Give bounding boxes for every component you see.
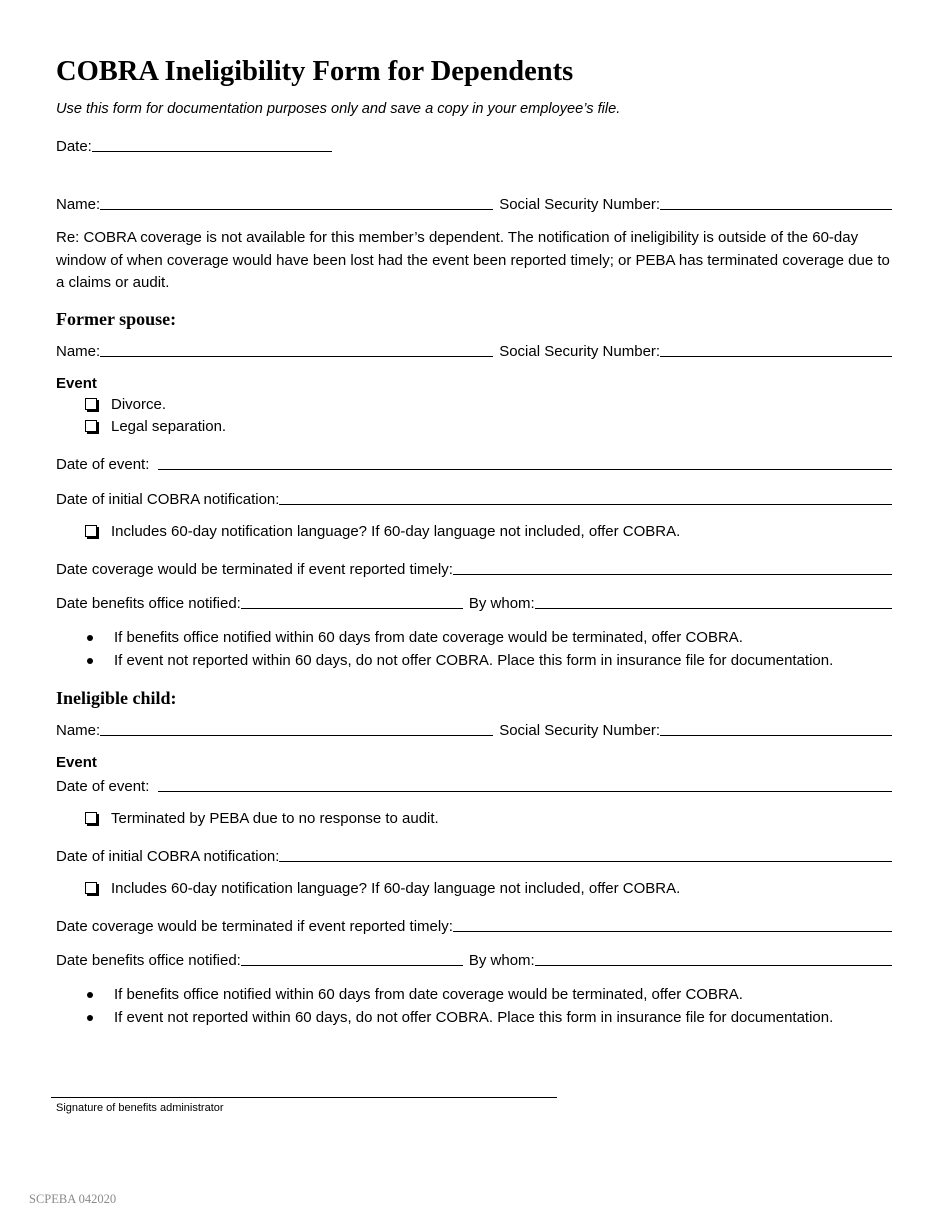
child-initial-notification-field[interactable]: [279, 861, 892, 862]
child-by-whom-field[interactable]: [535, 965, 892, 966]
member-name-field[interactable]: [100, 209, 493, 210]
child-bullet-1: [85, 986, 743, 1003]
checkbox-icon[interactable]: [85, 812, 97, 824]
former-spouse-heading: Former spouse:: [56, 309, 177, 329]
member-name-label: Name:: [56, 196, 101, 213]
member-name-row: [56, 193, 892, 213]
child-name-field[interactable]: [100, 735, 493, 736]
spouse-name-row: [56, 340, 892, 360]
child-bullet-1-text: If benefits office notified within 60 days from date coverage would be terminated, offer COBRA.: [114, 986, 743, 1003]
member-ssn-label: Social Security Number:: [499, 196, 661, 213]
spouse-ssn-label: Social Security Number:: [499, 343, 661, 360]
child-bullet-2: [85, 1009, 833, 1026]
spouse-name-label: Name:: [56, 343, 101, 360]
checkbox-icon[interactable]: [85, 525, 97, 537]
spouse-includes-language-label: Includes 60-day notification language? If 60-day language not included, offer COBRA.: [111, 523, 681, 540]
audit-termination-label: Terminated by PEBA due to no response to audit.: [111, 810, 439, 827]
ineligible-child-heading: Ineligible child:: [56, 688, 177, 708]
child-initial-notification-row: [56, 845, 892, 865]
bullet-icon: [87, 1015, 93, 1021]
child-event-date-field[interactable]: [158, 791, 892, 792]
bullet-icon: [87, 992, 93, 998]
child-includes-language-checkbox[interactable]: [85, 880, 680, 897]
date-label: Date:: [56, 138, 92, 155]
child-benefits-notified-field[interactable]: [241, 965, 463, 966]
divorce-label: Divorce.: [111, 396, 167, 413]
audit-termination-checkbox[interactable]: [85, 810, 439, 827]
page-subtitle: Use this form for documentation purposes only and save a copy in your employee’s file.: [56, 101, 621, 117]
spouse-includes-language-checkbox[interactable]: [85, 523, 680, 540]
divorce-checkbox[interactable]: [85, 396, 166, 413]
child-coverage-terminated-row: [56, 915, 892, 935]
spouse-event-label: Event: [56, 375, 97, 392]
child-name-row: [56, 719, 892, 739]
spouse-event-date-row: [56, 453, 892, 473]
child-ssn-label: Social Security Number:: [499, 722, 661, 739]
child-by-whom-label: By whom:: [468, 952, 535, 969]
spouse-coverage-terminated-row: [56, 558, 892, 578]
spouse-name-field[interactable]: [100, 356, 493, 357]
spouse-bullet-1: [85, 629, 743, 646]
bullet-icon: [87, 635, 93, 641]
date-row: [56, 135, 892, 155]
spouse-bullet-2: [85, 652, 833, 669]
child-name-label: Name:: [56, 722, 101, 739]
spouse-coverage-terminated-label: Date coverage would be terminated if event reported timely:: [56, 561, 453, 578]
checkbox-icon[interactable]: [85, 882, 97, 894]
child-coverage-terminated-field[interactable]: [453, 931, 892, 932]
date-field[interactable]: [92, 151, 332, 152]
bullet-icon: [87, 658, 93, 664]
re-paragraph: Re: COBRA coverage is not available for this member’s dependent. The notification of ineligibility is outside of the 60-day window of when coverage would have been lost had the event been reported timely; or PEBA has terminated coverage due to a claims or audit.: [56, 229, 890, 291]
spouse-coverage-terminated-field[interactable]: [453, 574, 892, 575]
child-event-label: Event: [56, 754, 97, 771]
signature-field[interactable]: [51, 1097, 557, 1098]
spouse-initial-notification-label: Date of initial COBRA notification:: [56, 491, 280, 508]
child-event-date-label: Date of event:: [56, 778, 150, 795]
spouse-ssn-field[interactable]: [660, 356, 892, 357]
page-title: COBRA Ineligibility Form for Dependents: [56, 56, 574, 87]
spouse-benefits-notified-label: Date benefits office notified:: [56, 595, 241, 612]
signature-label: Signature of benefits administrator: [56, 1102, 224, 1114]
spouse-event-date-field[interactable]: [158, 469, 892, 470]
legal-separation-label: Legal separation.: [111, 418, 227, 435]
spouse-by-whom-label: By whom:: [468, 595, 535, 612]
checkbox-icon[interactable]: [85, 398, 97, 410]
child-includes-language-label: Includes 60-day notification language? If 60-day language not included, offer COBRA.: [111, 880, 681, 897]
spouse-benefits-notified-field[interactable]: [241, 608, 463, 609]
child-benefits-notified-label: Date benefits office notified:: [56, 952, 241, 969]
spouse-benefits-notified-row: [56, 592, 892, 612]
footer-code: SCPEBA 042020: [29, 1192, 117, 1206]
spouse-bullet-2-text: If event not reported within 60 days, do not offer COBRA. Place this form in insurance file for documentation.: [114, 652, 834, 669]
spouse-bullet-1-text: If benefits office notified within 60 days from date coverage would be terminated, offer COBRA.: [114, 629, 743, 646]
spouse-initial-notification-row: [56, 488, 892, 508]
child-ssn-field[interactable]: [660, 735, 892, 736]
child-benefits-notified-row: [56, 949, 892, 969]
child-coverage-terminated-label: Date coverage would be terminated if event reported timely:: [56, 918, 453, 935]
spouse-by-whom-field[interactable]: [535, 608, 892, 609]
child-bullet-2-text: If event not reported within 60 days, do not offer COBRA. Place this form in insurance file for documentation.: [114, 1009, 834, 1026]
child-initial-notification-label: Date of initial COBRA notification:: [56, 848, 280, 865]
spouse-event-date-label: Date of event:: [56, 456, 150, 473]
child-event-date-row: [56, 775, 892, 795]
member-ssn-field[interactable]: [660, 209, 892, 210]
checkbox-icon[interactable]: [85, 420, 97, 432]
spouse-initial-notification-field[interactable]: [279, 504, 892, 505]
legal-separation-checkbox[interactable]: [85, 418, 226, 435]
